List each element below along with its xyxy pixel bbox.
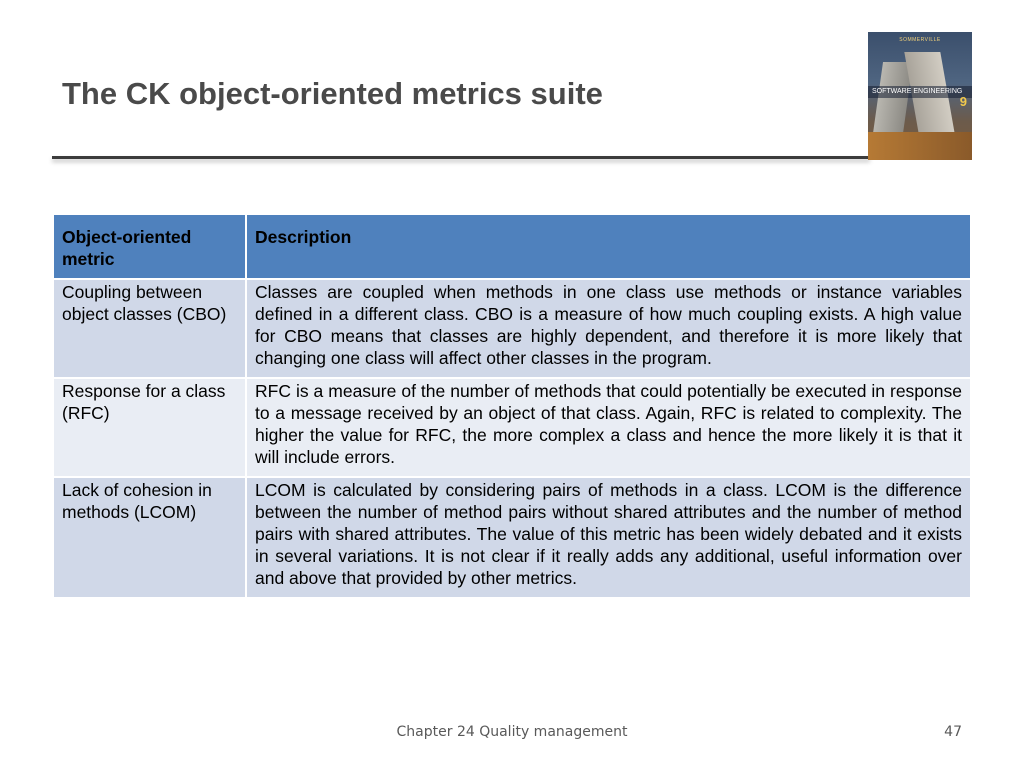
cover-edition: 9: [959, 94, 967, 109]
header-description: Description: [246, 214, 971, 279]
description-cell: RFC is a measure of the number of methods that could potentially be executed in response to a message received by an object of that class. Again, RFC is related to complexity. The higher the value for RFC, the more complex a class and hence the more likely it is that it will include errors.: [246, 378, 971, 477]
book-cover-image: [868, 32, 972, 160]
description-cell: Classes are coupled when methods in one class use methods or instance variables defined in a different class. CBO is a measure of how much coupling exists. A high value for CBO means that classes are highly dependent, and therefore it is more likely that changing one class will affect other classes in the program.: [246, 279, 971, 378]
page-number: 47: [944, 724, 962, 740]
metric-cell: Response for a class (RFC): [53, 378, 246, 477]
metric-cell: Coupling between object classes (CBO): [53, 279, 246, 378]
cover-title: SOFTWARE ENGINEERING: [872, 88, 963, 95]
title-underline: [52, 156, 870, 159]
slide-footer: Chapter 24 Quality management: [396, 724, 628, 740]
cover-foreground: [868, 132, 972, 160]
table-row: [53, 477, 971, 598]
table-row: [53, 279, 971, 378]
header-metric: Object-oriented metric: [53, 214, 246, 279]
metrics-table: [52, 213, 972, 599]
slide-title: The CK object-oriented metrics suite: [62, 76, 603, 111]
description-cell: LCOM is calculated by considering pairs of methods in a class. LCOM is the difference between the number of method pairs without shared attributes and the number of method pairs with shared attributes. The value of this metric has been widely debated and it exists in several variations. It is not clear if it really adds any additional, useful information over and above that provided by other metrics.: [246, 477, 971, 598]
table-header-row: [53, 214, 971, 279]
metric-cell: Lack of cohesion in methods (LCOM): [53, 477, 246, 598]
cover-author: SOMMERVILLE: [899, 37, 941, 43]
table-row: [53, 378, 971, 477]
